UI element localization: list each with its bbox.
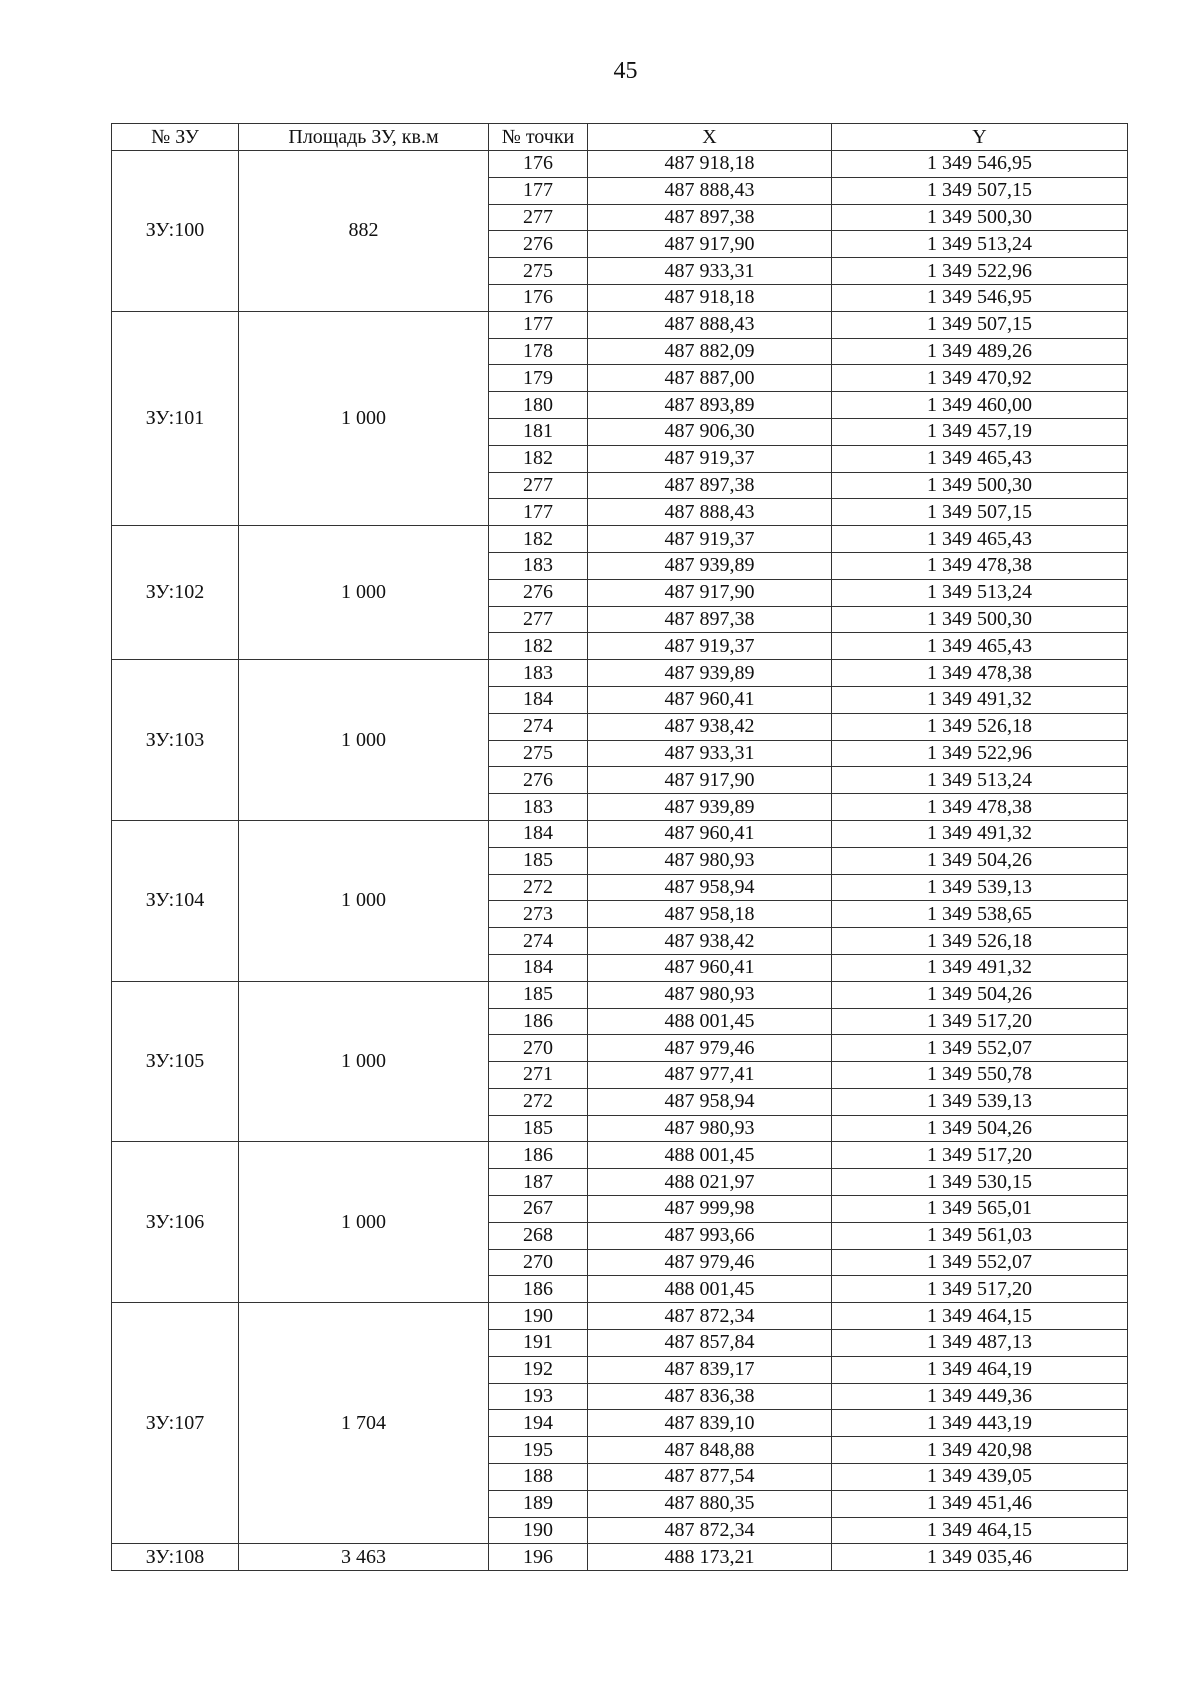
zu-number-cell: ЗУ:108 xyxy=(112,1544,239,1571)
x-coordinate-cell: 487 938,42 xyxy=(588,928,832,955)
point-number-cell: 182 xyxy=(489,526,588,553)
y-coordinate-cell: 1 349 457,19 xyxy=(832,418,1128,445)
y-coordinate-cell: 1 349 552,07 xyxy=(832,1249,1128,1276)
area-cell: 882 xyxy=(239,151,489,312)
y-coordinate-cell: 1 349 513,24 xyxy=(832,579,1128,606)
point-number-cell: 176 xyxy=(489,284,588,311)
x-coordinate-cell: 487 958,18 xyxy=(588,901,832,928)
x-coordinate-cell: 487 938,42 xyxy=(588,713,832,740)
area-cell: 3 463 xyxy=(239,1544,489,1571)
point-number-cell: 277 xyxy=(489,606,588,633)
x-coordinate-cell: 487 857,84 xyxy=(588,1330,832,1357)
y-coordinate-cell: 1 349 491,32 xyxy=(832,820,1128,847)
x-coordinate-cell: 487 897,38 xyxy=(588,606,832,633)
point-number-cell: 267 xyxy=(489,1196,588,1223)
x-coordinate-cell: 487 888,43 xyxy=(588,311,832,338)
area-cell: 1 000 xyxy=(239,981,489,1142)
zu-number-cell: ЗУ:103 xyxy=(112,660,239,821)
x-coordinate-cell: 488 021,97 xyxy=(588,1169,832,1196)
y-coordinate-cell: 1 349 526,18 xyxy=(832,928,1128,955)
header-area: Площадь ЗУ, кв.м xyxy=(239,124,489,151)
point-number-cell: 272 xyxy=(489,1088,588,1115)
x-coordinate-cell: 487 939,89 xyxy=(588,794,832,821)
table-row xyxy=(112,1303,1128,1330)
zu-number-cell: ЗУ:104 xyxy=(112,820,239,981)
point-number-cell: 185 xyxy=(489,847,588,874)
y-coordinate-cell: 1 349 507,15 xyxy=(832,177,1128,204)
x-coordinate-cell: 487 933,31 xyxy=(588,740,832,767)
y-coordinate-cell: 1 349 500,30 xyxy=(832,606,1128,633)
x-coordinate-cell: 487 917,90 xyxy=(588,579,832,606)
x-coordinate-cell: 487 839,10 xyxy=(588,1410,832,1437)
point-number-cell: 277 xyxy=(489,472,588,499)
x-coordinate-cell: 487 979,46 xyxy=(588,1035,832,1062)
point-number-cell: 184 xyxy=(489,954,588,981)
point-number-cell: 276 xyxy=(489,579,588,606)
point-number-cell: 189 xyxy=(489,1490,588,1517)
x-coordinate-cell: 487 980,93 xyxy=(588,1115,832,1142)
y-coordinate-cell: 1 349 507,15 xyxy=(832,311,1128,338)
coordinates-table xyxy=(111,123,1128,1571)
table-row xyxy=(112,981,1128,1008)
x-coordinate-cell: 487 918,18 xyxy=(588,284,832,311)
x-coordinate-cell: 487 919,37 xyxy=(588,633,832,660)
y-coordinate-cell: 1 349 465,43 xyxy=(832,526,1128,553)
point-number-cell: 271 xyxy=(489,1062,588,1089)
point-number-cell: 272 xyxy=(489,874,588,901)
point-number-cell: 186 xyxy=(489,1008,588,1035)
y-coordinate-cell: 1 349 513,24 xyxy=(832,767,1128,794)
x-coordinate-cell: 487 872,34 xyxy=(588,1303,832,1330)
point-number-cell: 274 xyxy=(489,713,588,740)
y-coordinate-cell: 1 349 539,13 xyxy=(832,1088,1128,1115)
table-row xyxy=(112,1544,1128,1571)
x-coordinate-cell: 487 960,41 xyxy=(588,954,832,981)
zu-number-cell: ЗУ:102 xyxy=(112,526,239,660)
x-coordinate-cell: 487 980,93 xyxy=(588,981,832,1008)
point-number-cell: 185 xyxy=(489,981,588,1008)
y-coordinate-cell: 1 349 550,78 xyxy=(832,1062,1128,1089)
y-coordinate-cell: 1 349 478,38 xyxy=(832,552,1128,579)
x-coordinate-cell: 487 980,93 xyxy=(588,847,832,874)
point-number-cell: 191 xyxy=(489,1330,588,1357)
x-coordinate-cell: 487 939,89 xyxy=(588,660,832,687)
zu-number-cell: ЗУ:101 xyxy=(112,311,239,525)
x-coordinate-cell: 487 958,94 xyxy=(588,1088,832,1115)
point-number-cell: 190 xyxy=(489,1517,588,1544)
y-coordinate-cell: 1 349 500,30 xyxy=(832,204,1128,231)
header-point-number: № точки xyxy=(489,124,588,151)
x-coordinate-cell: 487 888,43 xyxy=(588,499,832,526)
point-number-cell: 273 xyxy=(489,901,588,928)
y-coordinate-cell: 1 349 464,15 xyxy=(832,1517,1128,1544)
point-number-cell: 188 xyxy=(489,1464,588,1491)
x-coordinate-cell: 487 917,90 xyxy=(588,767,832,794)
x-coordinate-cell: 487 872,34 xyxy=(588,1517,832,1544)
point-number-cell: 187 xyxy=(489,1169,588,1196)
y-coordinate-cell: 1 349 420,98 xyxy=(832,1437,1128,1464)
y-coordinate-cell: 1 349 451,46 xyxy=(832,1490,1128,1517)
x-coordinate-cell: 487 888,43 xyxy=(588,177,832,204)
x-coordinate-cell: 487 919,37 xyxy=(588,445,832,472)
table-header-row xyxy=(112,124,1128,151)
x-coordinate-cell: 488 001,45 xyxy=(588,1008,832,1035)
point-number-cell: 193 xyxy=(489,1383,588,1410)
point-number-cell: 270 xyxy=(489,1035,588,1062)
x-coordinate-cell: 487 918,18 xyxy=(588,151,832,178)
y-coordinate-cell: 1 349 035,46 xyxy=(832,1544,1128,1571)
x-coordinate-cell: 487 960,41 xyxy=(588,686,832,713)
y-coordinate-cell: 1 349 491,32 xyxy=(832,954,1128,981)
y-coordinate-cell: 1 349 530,15 xyxy=(832,1169,1128,1196)
y-coordinate-cell: 1 349 552,07 xyxy=(832,1035,1128,1062)
y-coordinate-cell: 1 349 470,92 xyxy=(832,365,1128,392)
point-number-cell: 183 xyxy=(489,794,588,821)
y-coordinate-cell: 1 349 439,05 xyxy=(832,1464,1128,1491)
y-coordinate-cell: 1 349 539,13 xyxy=(832,874,1128,901)
point-number-cell: 195 xyxy=(489,1437,588,1464)
y-coordinate-cell: 1 349 565,01 xyxy=(832,1196,1128,1223)
y-coordinate-cell: 1 349 460,00 xyxy=(832,392,1128,419)
y-coordinate-cell: 1 349 465,43 xyxy=(832,633,1128,660)
point-number-cell: 182 xyxy=(489,633,588,660)
point-number-cell: 183 xyxy=(489,552,588,579)
y-coordinate-cell: 1 349 546,95 xyxy=(832,284,1128,311)
header-x: X xyxy=(588,124,832,151)
x-coordinate-cell: 487 897,38 xyxy=(588,472,832,499)
x-coordinate-cell: 488 001,45 xyxy=(588,1276,832,1303)
x-coordinate-cell: 487 958,94 xyxy=(588,874,832,901)
y-coordinate-cell: 1 349 517,20 xyxy=(832,1142,1128,1169)
y-coordinate-cell: 1 349 500,30 xyxy=(832,472,1128,499)
x-coordinate-cell: 487 848,88 xyxy=(588,1437,832,1464)
x-coordinate-cell: 487 836,38 xyxy=(588,1383,832,1410)
header-zu-number: № ЗУ xyxy=(112,124,239,151)
y-coordinate-cell: 1 349 561,03 xyxy=(832,1222,1128,1249)
point-number-cell: 275 xyxy=(489,740,588,767)
area-cell: 1 000 xyxy=(239,820,489,981)
point-number-cell: 190 xyxy=(489,1303,588,1330)
x-coordinate-cell: 487 877,54 xyxy=(588,1464,832,1491)
x-coordinate-cell: 488 001,45 xyxy=(588,1142,832,1169)
point-number-cell: 192 xyxy=(489,1356,588,1383)
point-number-cell: 275 xyxy=(489,258,588,285)
point-number-cell: 178 xyxy=(489,338,588,365)
zu-number-cell: ЗУ:105 xyxy=(112,981,239,1142)
point-number-cell: 268 xyxy=(489,1222,588,1249)
point-number-cell: 176 xyxy=(489,151,588,178)
x-coordinate-cell: 487 897,38 xyxy=(588,204,832,231)
area-cell: 1 000 xyxy=(239,1142,489,1303)
y-coordinate-cell: 1 349 449,36 xyxy=(832,1383,1128,1410)
x-coordinate-cell: 487 999,98 xyxy=(588,1196,832,1223)
point-number-cell: 181 xyxy=(489,418,588,445)
table-row xyxy=(112,311,1128,338)
table-row xyxy=(112,820,1128,847)
point-number-cell: 179 xyxy=(489,365,588,392)
y-coordinate-cell: 1 349 507,15 xyxy=(832,499,1128,526)
x-coordinate-cell: 487 906,30 xyxy=(588,418,832,445)
area-cell: 1 000 xyxy=(239,660,489,821)
x-coordinate-cell: 487 960,41 xyxy=(588,820,832,847)
table-body xyxy=(112,151,1128,1571)
x-coordinate-cell: 487 939,89 xyxy=(588,552,832,579)
y-coordinate-cell: 1 349 443,19 xyxy=(832,1410,1128,1437)
x-coordinate-cell: 488 173,21 xyxy=(588,1544,832,1571)
y-coordinate-cell: 1 349 478,38 xyxy=(832,794,1128,821)
y-coordinate-cell: 1 349 504,26 xyxy=(832,981,1128,1008)
x-coordinate-cell: 487 977,41 xyxy=(588,1062,832,1089)
page-number: 45 xyxy=(613,58,638,84)
y-coordinate-cell: 1 349 487,13 xyxy=(832,1330,1128,1357)
area-cell: 1 000 xyxy=(239,526,489,660)
point-number-cell: 276 xyxy=(489,231,588,258)
x-coordinate-cell: 487 979,46 xyxy=(588,1249,832,1276)
table-row xyxy=(112,151,1128,178)
x-coordinate-cell: 487 993,66 xyxy=(588,1222,832,1249)
y-coordinate-cell: 1 349 513,24 xyxy=(832,231,1128,258)
point-number-cell: 180 xyxy=(489,392,588,419)
table-row xyxy=(112,1142,1128,1169)
y-coordinate-cell: 1 349 522,96 xyxy=(832,258,1128,285)
zu-number-cell: ЗУ:100 xyxy=(112,151,239,312)
point-number-cell: 177 xyxy=(489,499,588,526)
point-number-cell: 186 xyxy=(489,1276,588,1303)
y-coordinate-cell: 1 349 478,38 xyxy=(832,660,1128,687)
x-coordinate-cell: 487 933,31 xyxy=(588,258,832,285)
y-coordinate-cell: 1 349 504,26 xyxy=(832,1115,1128,1142)
point-number-cell: 270 xyxy=(489,1249,588,1276)
y-coordinate-cell: 1 349 517,20 xyxy=(832,1276,1128,1303)
y-coordinate-cell: 1 349 491,32 xyxy=(832,686,1128,713)
header-y: Y xyxy=(832,124,1128,151)
table-row xyxy=(112,660,1128,687)
point-number-cell: 184 xyxy=(489,686,588,713)
point-number-cell: 194 xyxy=(489,1410,588,1437)
point-number-cell: 183 xyxy=(489,660,588,687)
point-number-cell: 186 xyxy=(489,1142,588,1169)
y-coordinate-cell: 1 349 546,95 xyxy=(832,151,1128,178)
y-coordinate-cell: 1 349 538,65 xyxy=(832,901,1128,928)
zu-number-cell: ЗУ:106 xyxy=(112,1142,239,1303)
area-cell: 1 704 xyxy=(239,1303,489,1544)
table-row xyxy=(112,526,1128,553)
x-coordinate-cell: 487 880,35 xyxy=(588,1490,832,1517)
point-number-cell: 177 xyxy=(489,311,588,338)
y-coordinate-cell: 1 349 517,20 xyxy=(832,1008,1128,1035)
point-number-cell: 185 xyxy=(489,1115,588,1142)
zu-number-cell: ЗУ:107 xyxy=(112,1303,239,1544)
point-number-cell: 177 xyxy=(489,177,588,204)
y-coordinate-cell: 1 349 504,26 xyxy=(832,847,1128,874)
point-number-cell: 182 xyxy=(489,445,588,472)
area-cell: 1 000 xyxy=(239,311,489,525)
x-coordinate-cell: 487 839,17 xyxy=(588,1356,832,1383)
y-coordinate-cell: 1 349 464,15 xyxy=(832,1303,1128,1330)
point-number-cell: 196 xyxy=(489,1544,588,1571)
x-coordinate-cell: 487 893,89 xyxy=(588,392,832,419)
y-coordinate-cell: 1 349 489,26 xyxy=(832,338,1128,365)
x-coordinate-cell: 487 917,90 xyxy=(588,231,832,258)
x-coordinate-cell: 487 882,09 xyxy=(588,338,832,365)
y-coordinate-cell: 1 349 464,19 xyxy=(832,1356,1128,1383)
point-number-cell: 184 xyxy=(489,820,588,847)
point-number-cell: 276 xyxy=(489,767,588,794)
y-coordinate-cell: 1 349 522,96 xyxy=(832,740,1128,767)
x-coordinate-cell: 487 919,37 xyxy=(588,526,832,553)
y-coordinate-cell: 1 349 465,43 xyxy=(832,445,1128,472)
point-number-cell: 277 xyxy=(489,204,588,231)
y-coordinate-cell: 1 349 526,18 xyxy=(832,713,1128,740)
x-coordinate-cell: 487 887,00 xyxy=(588,365,832,392)
point-number-cell: 274 xyxy=(489,928,588,955)
